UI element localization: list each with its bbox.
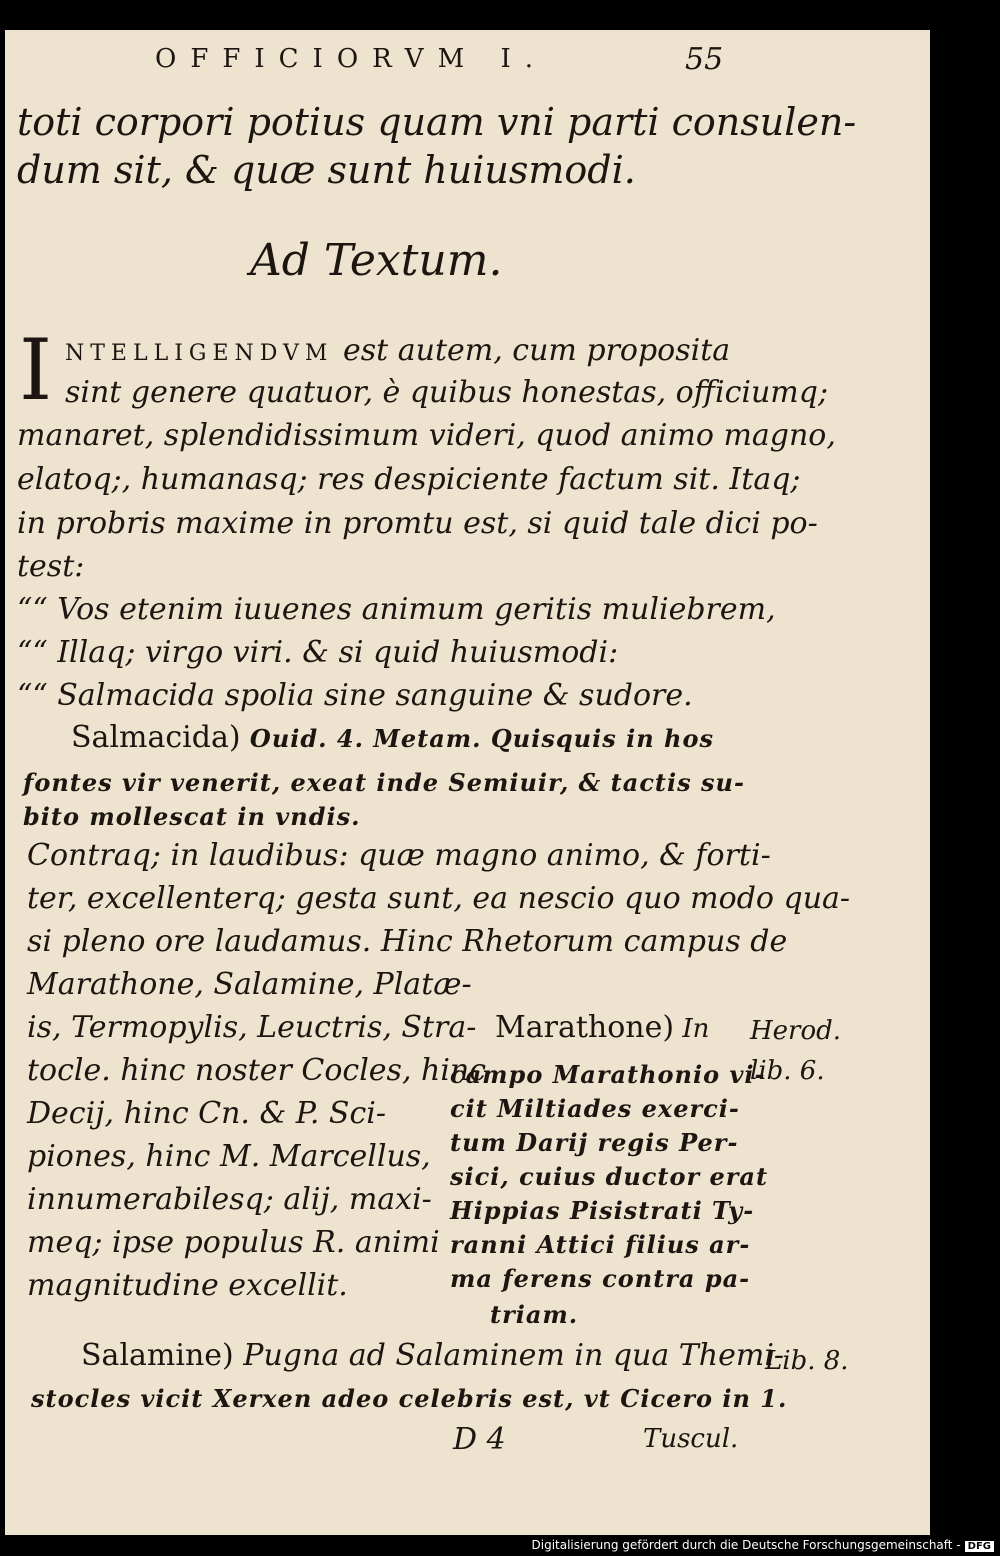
text-line: dum sit, & quæ sunt huiusmodi. [17,148,636,192]
margin-reference: lib. 6. [750,1056,825,1086]
book-page [5,30,930,1535]
text-line: innumerabilesq; alij, maxi- [27,1182,432,1217]
text-line: magnitudine excellit. [27,1268,348,1303]
note-line: tum Darij regis Per- [450,1128,739,1157]
verse-line: ““ Illaq; virgo viri. & si quid huiusmodi: [17,635,619,670]
note-line: bito mollescat in vndis. [23,802,361,831]
text-line: Decij, hinc Cn. & P. Sci- [27,1096,387,1131]
text-line: si pleno ore laudamus. Hinc Rhetorum campus de [27,924,788,959]
lemma: Salmacida) [71,720,241,755]
verse-line: ““ Salmacida spolia sine sanguine & sudore. [17,678,693,713]
page-number: 55 [685,42,724,77]
small-caps-word: NTELLIGENDVM [65,341,334,366]
text-line: is, Termopylis, Leuctris, Stra- [27,1010,477,1045]
note-line: triam. [490,1300,579,1329]
verse-line: ““ Vos etenim iuuenes animum geritis muliebrem, [17,592,776,627]
note-line: fontes vir venerit, exeat inde Semiuir, & tactis su- [23,768,745,797]
text-line: tocle. hinc noster Cocles, hinc [27,1053,487,1088]
lemma: Marathone) [495,1010,675,1045]
text-line: Marathone, Salamine, Platæ- [27,967,472,1002]
note-line: stocles vicit Xerxen adeo celebris est, vt Cicero in 1. [31,1384,788,1413]
note-text: Ouid. 4. Metam. Quisquis in hos [240,724,714,753]
note-line: ranni Attici filius ar- [450,1230,751,1259]
note-line [495,1010,709,1045]
signature-mark: D 4 [453,1422,506,1457]
text-line: test: [17,549,85,584]
dfg-logo: DFG [965,1541,994,1552]
note-line: sici, cuius ductor erat [450,1162,769,1191]
text-line: elatoq;, humanasq; res despiciente factum sit. Itaq; [17,462,801,497]
text-line: ter, excellenterq; gesta sunt, ea nescio quo modo qua- [27,881,851,916]
note-line [71,720,714,755]
margin-reference: Lib. 8. [765,1346,849,1376]
note-line: cit Miltiades exerci- [450,1094,740,1123]
text-line: meq; ipse populus R. animi [27,1225,440,1260]
margin-reference: Herod. [750,1016,842,1046]
text-line: Contraq; in laudibus: quæ magno animo, & forti- [27,838,771,873]
text-line: in probris maxime in promtu est, si quid tale dici po- [17,506,818,541]
note-text: Pugna ad Salaminem in qua Themi- [233,1338,785,1373]
text-line: toti corpori potius quam vni parti consulen- [17,100,857,144]
note-line: campo Marathonio vi- [450,1060,766,1089]
text-line: piones, hinc M. Marcellus, [27,1139,431,1174]
text-span: est autem, cum proposita [333,333,731,368]
text-line: manaret, splendidissimum videri, quod animo magno, [17,418,836,453]
digitization-credit [0,1538,1000,1552]
note-line: Hippias Pisistrati Ty- [450,1196,755,1225]
section-heading: Ad Textum. [250,235,503,286]
drop-capital: I [19,321,53,419]
text-line: sint genere quatuor, è quibus honestas, officiumq; [65,375,829,410]
note-line: ma ferens contra pa- [450,1264,751,1293]
catchword: Tuscul. [643,1424,739,1454]
credit-text: Digitalisierung gefördert durch die Deutsche Forschungsgemeinschaft - [531,1538,961,1552]
text-line [65,333,730,368]
note-text: In [674,1014,710,1044]
lemma: Salamine) [81,1338,234,1373]
running-title: OFFICIORVM I. [155,44,547,74]
note-line [81,1338,784,1373]
